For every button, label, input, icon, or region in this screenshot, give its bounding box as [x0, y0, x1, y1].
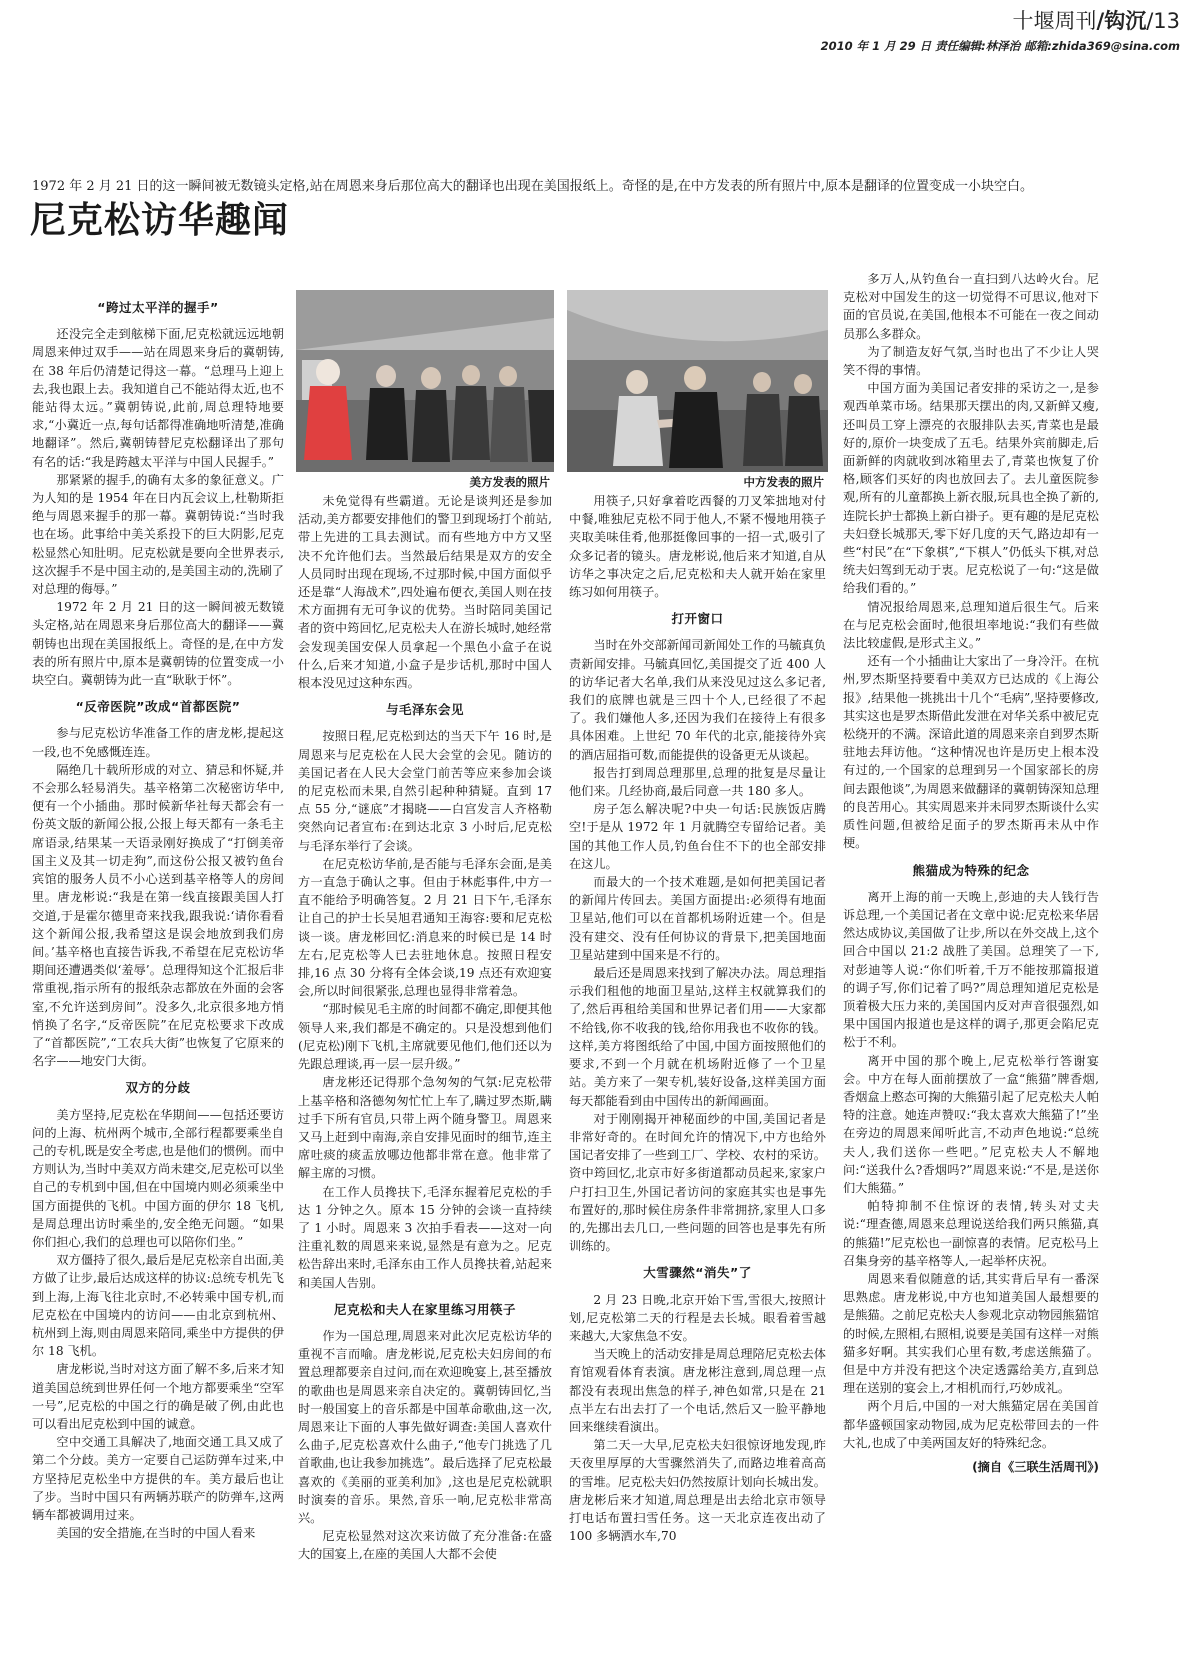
cn-photo — [567, 290, 828, 472]
us-photo-image — [296, 290, 554, 472]
paragraph: 离开中国的那个晚上,尼克松举行答谢宴会。中方在每人面前摆放了一盒“熊猫”牌香烟,香烟盒上憨态可掬的大熊猫引起了尼克松夫人帕特的注意。她连声赞叹:“我太喜欢大熊猫了!”坐在旁边的周恩来闻听此言,不动声色地说:“总统夫人,我们送你一些吧。”尼克松夫人不解地问:“送我什么?香烟吗?”周恩来说:“不是,是送你们大熊猫。” — [843, 1053, 1099, 1195]
paragraph: 报告打到周总理那里,总理的批复是尽量让他们来。几经协商,最后同意一共 180 多人。 — [569, 765, 826, 799]
paragraph: 当时在外交部新闻司新闻处工作的马毓真负责新闻安排。马毓真回忆,美国提交了近 400 人的访华记者大名单,我们从来没见过这么多记者,我们的底牌也就是三四十个人,已经很了不起了。我们嫌他人多,还因为我们在接待上有很多具体困难。上世纪 70 年代的北京,能接待外宾的酒店屈指可数,而能提供的设备更无从谈起。 — [569, 638, 826, 762]
paragraph: 未免觉得有些霸道。无论是谈判还是参加活动,美方都要安排他们的警卫到现场打个前站,带上先进的工具去测试。而有些地方中方又坚决不允许他们去。当然最后结果是双方的安全人员同时出现在现场,不过那时候,中国方面似乎还是靠“人海战术”,四处遍布便衣,美国人则在技术方面拥有无可争议的优势。当时陪同美国记者的资中筠回忆,尼克松夫人在游长城时,她经常会发现美国安保人员拿起一个黑色小盒子在说什么,后来才知道,小盒子是步话机,那时中国人根本没见过这种东西。 — [298, 494, 552, 691]
paragraph: 第二天一大早,尼克松夫妇很惊讶地发现,昨天夜里厚厚的大雪骤然消失了,而路边堆着高高的雪堆。尼克松夫妇仍然按原计划向长城出发。唐龙彬后来才知道,周总理是出去给北京市领导打电话布置扫雪任务。这一天北京连夜出动了 100 多辆洒水车,70 — [569, 1438, 826, 1544]
cn-photo-caption: 中方发表的照片 — [743, 475, 824, 489]
paragraph: 唐龙彬还记得那个急匆匆的气氛:尼克松带上基辛格和洛德匆匆忙忙上车了,瞒过罗杰斯,瞒过手下所有官员,只带上两个随身警卫。周恩来又马上赶到中南海,亲自安排见面时的细节,连主席吐痰的痰盂放哪边他都非常在意。他非常了解主席的习惯。 — [298, 1075, 552, 1181]
article-title: 尼克松访华趣闻 — [30, 200, 290, 241]
paragraph: 情况报给周恩来,总理知道后很生气。后来在与尼克松会面时,他很坦率地说:“我们有些做法比较虚假,是形式主义。” — [843, 599, 1099, 651]
paragraph: “那时候见毛主席的时间都不确定,即便其他领导人来,我们都是不确定的。只是没想到他们(尼克松)刚下飞机,主席就要见他们,他们还以为先跟总理谈,再一层一层升级。” — [298, 1002, 552, 1072]
paragraph: 而最大的一个技术难题,是如何把美国记者的新闻片传回去。美国方面提出:必须得有地面卫星站,他们可以在首都机场附近建一个。但是没有建交、没有任何协议的背景下,把美国地面卫星站建到中国来是不行的。 — [569, 875, 826, 962]
paragraph: 在尼克松访华前,是否能与毛泽东会面,是美方一直急于确认之事。但由于林彪事件,中方一直不能给予明确答复。2 月 21 日下午,毛泽东让自己的护士长吴旭君通知王海容:要和尼克松谈一谈。唐龙彬回忆:消息来的时候已是 14 时左右,尼克松等人已去驻地休息。按照日程安排,16 点 30 分将有全体会谈,19 点还有欢迎宴会,所以时间很紧张,总理也显得非常着急。 — [298, 856, 552, 999]
column-3 — [569, 492, 826, 1674]
column-2 — [298, 492, 552, 1674]
paragraph: 1972 年 2 月 21 日的这一瞬间被无数镜头定格,站在周恩来身后那位高大的翻译——冀朝铸也出现在美国报纸上。奇怪的是,在中方发表的所有照片中,原本是冀朝铸的位置变成一小块空白。冀朝铸为此一直“耿耿于怀”。 — [32, 600, 284, 688]
section-name: 钩沉 — [1104, 9, 1147, 33]
paragraph: 空中交通工具解决了,地面交通工具又成了第二个分歧。美方一定要自己运防弹车过来,中方坚持尼克松坐中方提供的车。美方最后也让了步。当时中国只有两辆苏联产的防弹车,这两辆车都被调用过来。 — [32, 1435, 284, 1522]
paragraph: 隔绝几十载所形成的对立、猜忌和怀疑,并不会那么轻易消失。基辛格第二次秘密访华中,便有一个小插曲。那时候新华社每天都会有一份英文版的新闻公报,公报上每天都有一条毛主席语录,结果某一天语录刚好换成了“打倒美帝国主义及其一切走狗”,而这份公报又被钓鱼台宾馆的服务人员不小心送到基辛格等人的房间里。唐龙彬说:“我是在第一线直接跟美国人打交道,于是霍尔德里奇来找我,跟我说:‘请你看看这个新闻公报,我希望这是误会地放到我们房间。’基辛格也直接告诉我,不希望在尼克松访华期间还遭遇类似‘羞辱’。总理得知这个汇报后非常重视,指示所有的报纸杂志都放在外面的会客室,不允许送到房间”。没多久,北京很多地方悄悄换了名字,“反帝医院”在尼克松要求下改成了“首都医院”,“工农兵大街”也恢复了它原来的名字——地安门大街。 — [32, 762, 284, 1069]
paragraph: 还没完全走到舷梯下面,尼克松就远远地朝周恩来伸过双手——站在周恩来身后的冀朝铸,在 38 年后仍清楚记得这一幕。“总理马上迎上去,我也跟上去。我知道自己不能站得太近,也不能站得太远。”冀朝铸说,此前,周总理特地要求,“小冀近一点,每句话都得准确地听清楚,准确地翻译”。然后,冀朝铸替尼克松翻译出了那句有名的话:“我是跨越太平洋与中国人民握手。” — [32, 327, 284, 469]
masthead-title: 十堰周刊 — [1012, 9, 1097, 33]
section-heading: 与毛泽东会见 — [385, 702, 464, 718]
paragraph: 对于刚刚揭开神秘面纱的中国,美国记者是非常好奇的。在时间允许的情况下,中方也给外国记者安排了一些到工厂、学校、农村的采访。资中筠回忆,北京市好多街道都动员起来,家家户户打扫卫生,外国记者访问的家庭其实也是事先布置好的,那时候住房条件非常拥挤,家里人口多的,先挪出去几口,一些问题的回答也是事先有所训练的。 — [569, 1111, 826, 1254]
paragraph: 多万人,从钓鱼台一直扫到八达岭火台。尼克松对中国发生的这一切觉得不可思议,他对下面的官员说,在美国,他根本不可能在一夜之间动员那么多群众。 — [843, 272, 1099, 341]
paragraph: 唐龙彬说,当时对这方面了解不多,后来才知道美国总统到世界任何一个地方都要乘坐“空军一号”,尼克松的中国之行的确是破了例,由此也可以看出尼克松到中国的诚意。 — [32, 1362, 284, 1431]
section-heading: “反帝医院”改成“首都医院” — [75, 699, 241, 715]
paragraph: 帕特抑制不住惊讶的表情,转头对丈夫说:“理查德,周恩来总理说送给我们两只熊猫,真的熊猫!”尼克松也一副惊喜的表情。尼克松马上召集身旁的基辛格等人,一起举杯庆祝。 — [843, 1199, 1099, 1268]
paragraph: 离开上海的前一天晚上,彭迪的夫人钱行告诉总理,一个美国记者在文章中说:尼克松来华居然达成协议,美国做了让步,所以在外交战上,这个回合中国以 21:2 战胜了美国。总理笑了一下,对彭迪等人说:“你们听着,千万不能按那篇报道的调子写,你们记着了吗?”周总理知道尼克松是顶着极大压力来的,美国国内反对声音很强烈,如果中国国内报道也是这样的调子,那更会陷尼克松于不利。 — [843, 889, 1099, 1050]
paragraph: 尼克松显然对这次来访做了充分准备:在盛大的国宴上,在座的美国人大都不会使 — [298, 1529, 552, 1562]
column-4 — [843, 270, 1099, 1674]
paragraph: 参与尼克松访华准备工作的唐龙彬,提起这一段,也不免感慨连连。 — [32, 726, 284, 759]
section-heading: 双方的分歧 — [125, 1080, 191, 1096]
paragraph: 那紧紧的握手,的确有太多的象征意义。广为人知的是 1954 年在日内瓦会议上,杜勒斯拒绝与周恩来握手的那一幕。冀朝铸说:“当时我也在场。此事给中美关系投下的巨大阴影,尼克松显然心知肚明。尼克松就是要向全世界表示,这次握手不是中国主动的,是美国主动的,洗刷了对总理的侮辱。” — [32, 472, 284, 597]
paragraph: 用筷子,只好拿着吃西餐的刀叉笨拙地对付中餐,唯独尼克松不同于他人,不紧不慢地用筷子夹取美味佳肴,他那挺像回事的一招一式,吸引了众多记者的镜头。唐龙彬说,他后来才知道,自从访华之事决定之后,尼克松和夫人就开始在家里练习如何用筷子。 — [569, 494, 826, 600]
paragraph: 两个月后,中国的一对大熊猫定居在美国首都华盛顿国家动物园,成为尼克松带回去的一件大礼,也成了中美两国友好的特殊纪念。 — [843, 1399, 1099, 1450]
article-source: (摘自《三联生活周刊》) — [972, 1460, 1099, 1474]
paragraph: 美国的安全措施,在当时的中国人看来 — [56, 1526, 256, 1541]
paragraph: 按照日程,尼克松到达的当天下午 16 时,是周恩来与尼克松在人民大会堂的会见。随访的美国记者在人民大会堂门前苦等应来参加会谈的尼克松而未果,自然引起种种猜疑。直到 17 点 55 分,“谜底”才揭晓——白宫发言人齐格勒突然向记者宣布:在到达北京 3 小时后,尼克松与毛泽东举行了会谈。 — [298, 729, 552, 853]
section-heading: “跨过太平洋的握手” — [97, 300, 219, 315]
paragraph: 中国方面为美国记者安排的采访之一,是参观西单菜市场。结果那天摆出的肉,又新鲜又瘦,还叫员工穿上漂亮的衣服排队去买,青菜也是最好的,原价一块变成了五毛。结果外宾前脚走,后面新鲜的肉就收到冰箱里去了,青菜也恢复了价格,顾客们买好的肉也放回去了。去儿童医院参观,所有的儿童都换上新衣服,玩具也全换了新的,连院长护士都换上新白褂子。更有趣的是尼克松夫妇登长城那天,零下好几度的天气,路边却有一些“村民”在“下象棋”,“下棋人”仍低头下棋,对总统夫妇驾到无动于衷。尼克松说了一句:“这是做给我们看的。” — [843, 381, 1099, 596]
column-1 — [32, 290, 284, 1674]
paragraph: 美方坚持,尼克松在华期间——包括还要访问的上海、杭州两个城市,全部行程都要乘坐自己的专机,既是安全考虑,也是他们的惯例。而中方则认为,当时中美双方尚未建交,尼克松可以坐自己的专机到中国,但在中国境内则必须乘坐中国方面提供的飞机。中国方面的伊尔 18 飞机,是周总理出访时乘坐的,安全绝无问题。“如果你们担心,我们的总理也可以陪你们坐。” — [32, 1107, 284, 1249]
issue-info: 2010 年 1 月 29 日 责任编辑:林泽治 邮箱:zhida369@sina.com — [820, 39, 1180, 53]
paragraph: 作为一国总理,周恩来对此次尼克松访华的重视不言而喻。唐龙彬说,尼克松夫妇房间的布置总理都要亲自过问,而在欢迎晚宴上,甚至播放的歌曲也是周恩来亲自决定的。冀朝铸回忆,当时一般国宴上的音乐都是中国革命歌曲,这一次,周恩来让下面的人事先做好调查:美国人喜欢什么曲子,尼克松喜欢什么曲子,“他专门挑选了几首歌曲,也让我参加挑选”。最后选择了尼克松最喜欢的《美丽的亚美利加》,这也是尼克松就职时演奏的音乐。果然,音乐一响,尼克松非常高兴。 — [298, 1328, 552, 1525]
paragraph: 在工作人员搀扶下,毛泽东握着尼克松的手达 1 分钟之久。原本 15 分钟的会谈一直持续了 1 小时。周恩来 3 次拍手看表——这对一向注重礼数的周恩来来说,显然是有意为之。尼克松告辞出来时,毛泽东由工作人员搀扶着,站起来和美国人告别。 — [298, 1184, 552, 1290]
paragraph: 房子怎么解决呢?中央一句话:民族饭店腾空!于是从 1972 年 1 月就腾空专留给记者。美国的其他工作人员,钓鱼台住不下的也全部安排在这儿。 — [569, 802, 826, 871]
masthead: 十堰周刊/钩沉/13 — [1012, 9, 1180, 33]
us-photo-caption: 美方发表的照片 — [469, 475, 550, 489]
paragraph: 双方僵持了很久,最后是尼克松亲自出面,美方做了让步,最后达成这样的协议:总统专机先飞到上海,上海飞往北京时,不必转乘中国专机,而尼克松在中国境内的访问——由北京到杭州、杭州到上海,则由周恩来陪同,乘坐中方提供的伊尔 18 飞机。 — [32, 1253, 284, 1359]
us-photo — [296, 290, 554, 472]
paragraph: 2 月 23 日晚,北京开始下雪,雪很大,按照计划,尼克松第二天的行程是去长城。眼看着雪越来越大,大家焦急不安。 — [569, 1292, 826, 1343]
section-heading: 尼克松和夫人在家里练习用筷子 — [333, 1301, 516, 1317]
paragraph: 周恩来看似随意的话,其实背后早有一番深思熟虑。唐龙彬说,中方也知道美国人最想要的是熊猫。之前尼克松夫人参观北京动物园熊猫馆的时候,左照相,右照相,说要是美国有这样一对熊猫多好啊。其实我们心里有数,考虑送熊猫了。但是中方并没有把这个决定透露给美方,直到总理在送别的宴会上,才相机而行,巧妙成礼。 — [843, 1271, 1099, 1396]
section-heading: 熊猫成为特殊的纪念 — [912, 862, 1030, 878]
paragraph: 当天晚上的活动安排是周总理陪尼克松去体育馆观看体育表演。唐龙彬注意到,周总理一点都没有表现出焦急的样子,神色如常,只是在 21 点半左右出去打了一个电话,然后又一脸平静地回来继续看演出。 — [569, 1347, 826, 1434]
paragraph: 还有一个小插曲让大家出了一身冷汗。在杭州,罗杰斯坚持要看中美双方已达成的《上海公报》,结果他一挑挑出十几个“毛病”,坚持要修改,其实这也是罗杰斯借此发泄在对华关系中被尼克松绕开的不满。深谙此道的周恩来亲自到罗杰斯驻地去拜访他。“这种情况也许是历史上根本没有过的,一个国家的总理到另一个国家部长的房间去跟他谈”,为周恩来做翻译的冀朝铸深知总理的良苦用心。其实周恩来并未同罗杰斯谈什么实质性问题,但被给足面子的罗杰斯再未从中作梗。 — [843, 654, 1099, 851]
cn-photo-image — [567, 290, 828, 472]
paragraph: 为了制造友好气氛,当时也出了不少让人哭笑不得的事情。 — [843, 344, 1099, 378]
page-number: /13 — [1146, 9, 1180, 33]
section-heading: 打开窗口 — [671, 611, 724, 627]
section-heading: 大雪骤然“消失”了 — [643, 1265, 752, 1281]
article-intro: 1972 年 2 月 21 日的这一瞬间被无数镜头定格,站在周恩来身后那位高大的翻译也出现在美国报纸上。奇怪的是,在中方发表的所有照片中,原本是翻译的位置变成一小块空白。 — [32, 179, 1033, 194]
paragraph: 最后还是周恩来找到了解决办法。周总理指示我们租他的地面卫星站,这样主权就算我们的了,然后再租给美国和世界记者们用——大家都不给钱,你不收我的钱,给你用我也不收你的钱。这样,美方将图纸给了中国,中国方面按照他们的要求,不到一个月就在机场附近修了一个卫星站。美方来了一架专机,装好设备,这样美国方面每天都能看到由中国传出的新闻画面。 — [569, 966, 826, 1108]
